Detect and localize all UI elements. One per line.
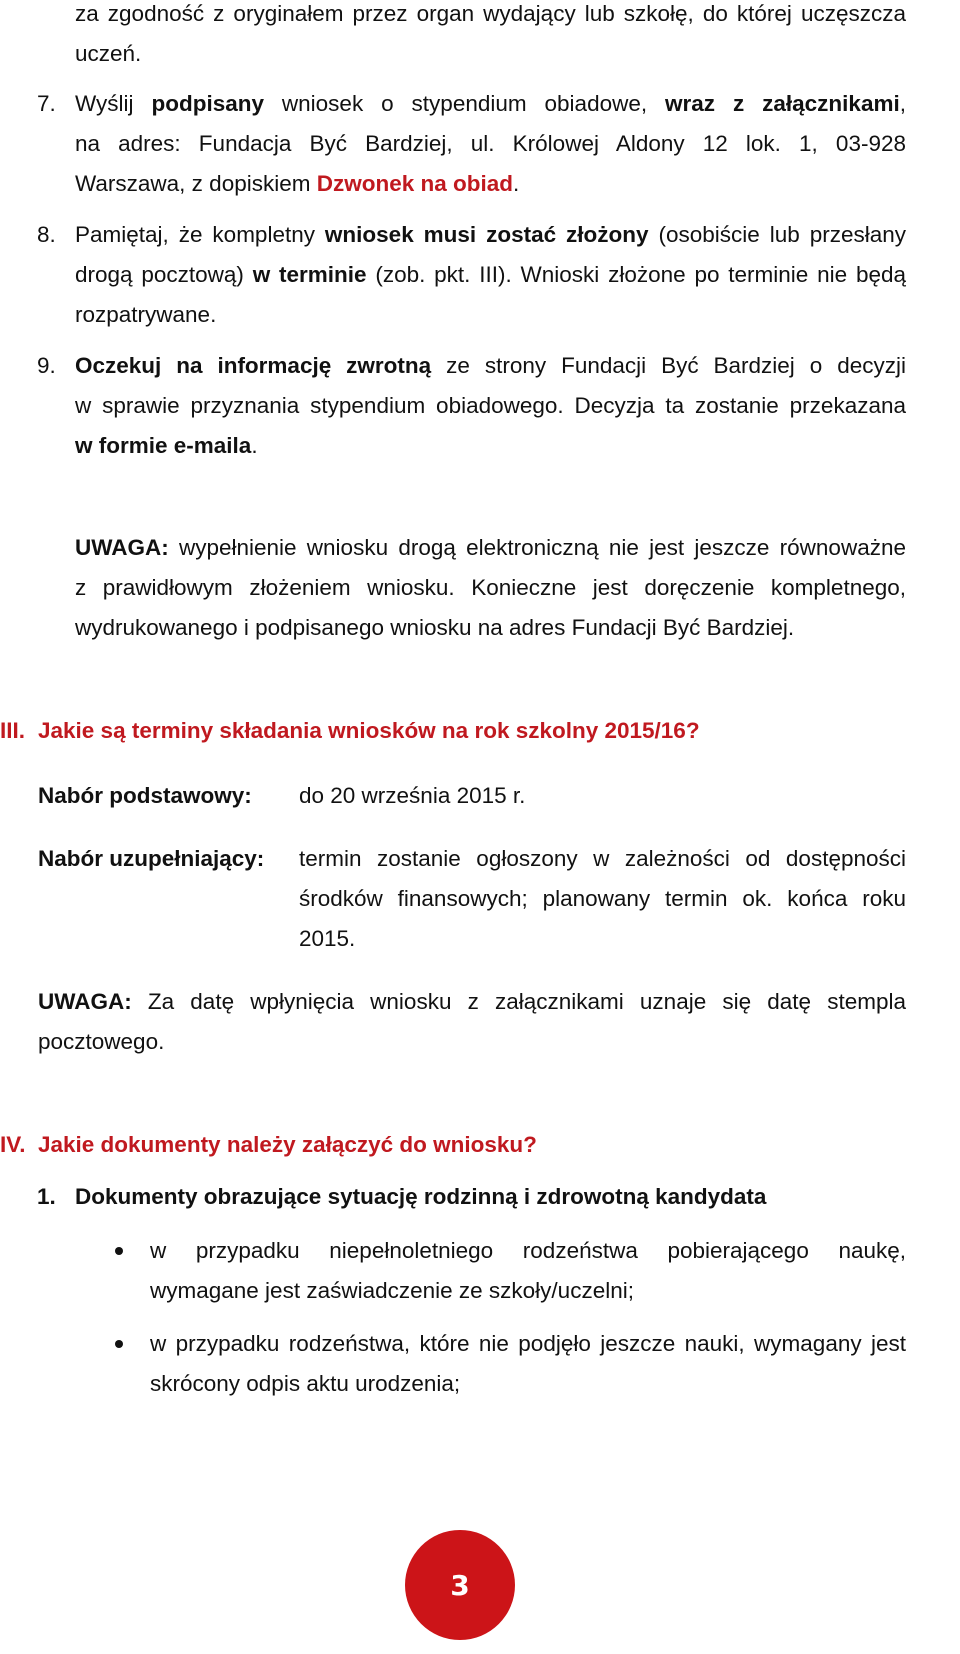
row-supplementary-value-1: termin zostanie ogłoszony w zależności od dostępności: [299, 846, 906, 871]
step-9-text-b: ze strony Fundacji Być Bardziej o decyzji: [431, 353, 906, 378]
step-9-line-1: [75, 345, 906, 387]
step-7-bold-attachments: wraz z załącznikami: [665, 91, 900, 116]
notice-1-text-3: wydrukowanego i podpisanego wniosku na adres Fundacji Być Bardziej.: [75, 615, 795, 640]
notice-1-line-2: [75, 567, 906, 609]
section-3-number: III.: [0, 718, 26, 743]
step-7-bold-signed: podpisany: [151, 91, 264, 116]
step-8-line-3: [75, 294, 906, 336]
step-9-number: 9.: [37, 353, 56, 378]
section-4-number: IV.: [0, 1132, 26, 1157]
step-9-line-3: [75, 425, 906, 467]
bullet-2-line-1: w przypadku rodzeństwa, które nie podjęło jeszcze nauki, wymagany jest: [150, 1331, 906, 1356]
step-7-text-e: ,: [899, 91, 906, 116]
row-supplementary-label: Nabór uzupełniający:: [38, 846, 265, 871]
step-7-number: 7.: [37, 91, 56, 116]
bullet-1-line-2: wymagane jest zaświadczenie ze szkoły/uczelni;: [150, 1278, 634, 1303]
notice-2-line-1: [38, 981, 906, 1023]
step-8-bold-must: wniosek musi zostać złożony: [324, 222, 649, 247]
step-8-text-c: (osobiście lub przesłany: [648, 222, 906, 247]
step-7-line-3: [75, 163, 906, 205]
row-basic-label: Nabór podstawowy:: [38, 783, 252, 808]
step-9-text-e: .: [251, 433, 258, 458]
intro-text-2: uczeń.: [75, 41, 142, 66]
notice-1-line-1: [75, 527, 906, 569]
notice-2-line-2: [38, 1021, 906, 1063]
page-number: 3: [450, 1568, 470, 1602]
notice-1-line-3: [75, 607, 906, 649]
subsection-1-number: 1.: [37, 1184, 56, 1209]
intro-line-1: [75, 0, 906, 35]
step-9-text-c: w sprawie przyznania stypendium obiadowego. Decyzja ta zostanie przekazana: [75, 393, 906, 418]
step-7-address: na adres: Fundacja Być Bardziej, ul. Królowej Aldony 12 lok. 1, 03-928: [75, 131, 906, 156]
step-9-bold-await: Oczekuj na informację zwrotną: [75, 353, 432, 378]
step-8-text-d: drogą pocztową): [75, 262, 253, 287]
step-9-line-2: [75, 385, 906, 427]
step-7-text-i: .: [513, 171, 520, 196]
section-4-title: Jakie dokumenty należy załączyć do wniosku?: [38, 1132, 537, 1157]
subsection-1-title: Dokumenty obrazujące sytuację rodzinną i zdrowotną kandydata: [75, 1184, 767, 1209]
step-8-text-f: (zob. pkt. III). Wnioski złożone po terminie nie będą: [366, 262, 906, 287]
step-7-line-1: [75, 83, 906, 125]
step-8-text-g: rozpatrywane.: [75, 302, 217, 327]
row-basic-value: do 20 września 2015 r.: [299, 783, 526, 808]
step-7-red-note: Dzwonek na obiad: [316, 171, 514, 196]
page-number-badge: [405, 1530, 515, 1640]
row-supplementary-value-3: 2015.: [299, 926, 356, 951]
step-7-line-2: [75, 123, 906, 165]
intro-line-2: [75, 33, 906, 75]
bullet-2-dot: [115, 1340, 123, 1348]
step-7-text-a: Wyślij: [75, 91, 152, 116]
step-8-number: 8.: [37, 222, 56, 247]
step-8-line-2: [75, 254, 906, 296]
step-7-text-c: wniosek o stypendium obiadowe,: [263, 91, 666, 116]
bullet-1-dot: [115, 1247, 123, 1255]
notice-2-text-2: pocztowego.: [38, 1029, 165, 1054]
notice-1-label: UWAGA:: [75, 535, 169, 560]
step-8-bold-deadline: w terminie: [252, 262, 367, 287]
intro-text-1: za zgodność z oryginałem przez organ wydający lub szkołę, do której uczęszcza: [75, 1, 906, 26]
notice-1-text-2: z prawidłowym złożeniem wniosku. Konieczne jest doręczenie kompletnego,: [75, 575, 906, 600]
section-3-title: Jakie są terminy składania wniosków na rok szkolny 2015/16?: [38, 718, 700, 743]
step-8-text-a: Pamiętaj, że kompletny: [75, 222, 325, 247]
notice-2-text-1: Za datę wpłynięcia wniosku z załącznikami uznaje się datę stempla: [131, 989, 906, 1014]
bullet-1-line-1: w przypadku niepełnoletniego rodzeństwa pobierającego naukę,: [150, 1238, 906, 1263]
notice-2-label: UWAGA:: [38, 989, 132, 1014]
bullet-2-line-2: skrócony odpis aktu urodzenia;: [150, 1371, 461, 1396]
step-8-line-1: [75, 214, 906, 256]
notice-1-text-1: wypełnienie wniosku drogą elektroniczną nie jest jeszcze równoważne: [168, 535, 906, 560]
row-supplementary-value-2: środków finansowych; planowany termin ok. końca roku: [299, 886, 906, 911]
step-9-bold-email: w formie e-maila: [75, 433, 252, 458]
step-7-text-g: Warszawa, z dopiskiem: [75, 171, 317, 196]
